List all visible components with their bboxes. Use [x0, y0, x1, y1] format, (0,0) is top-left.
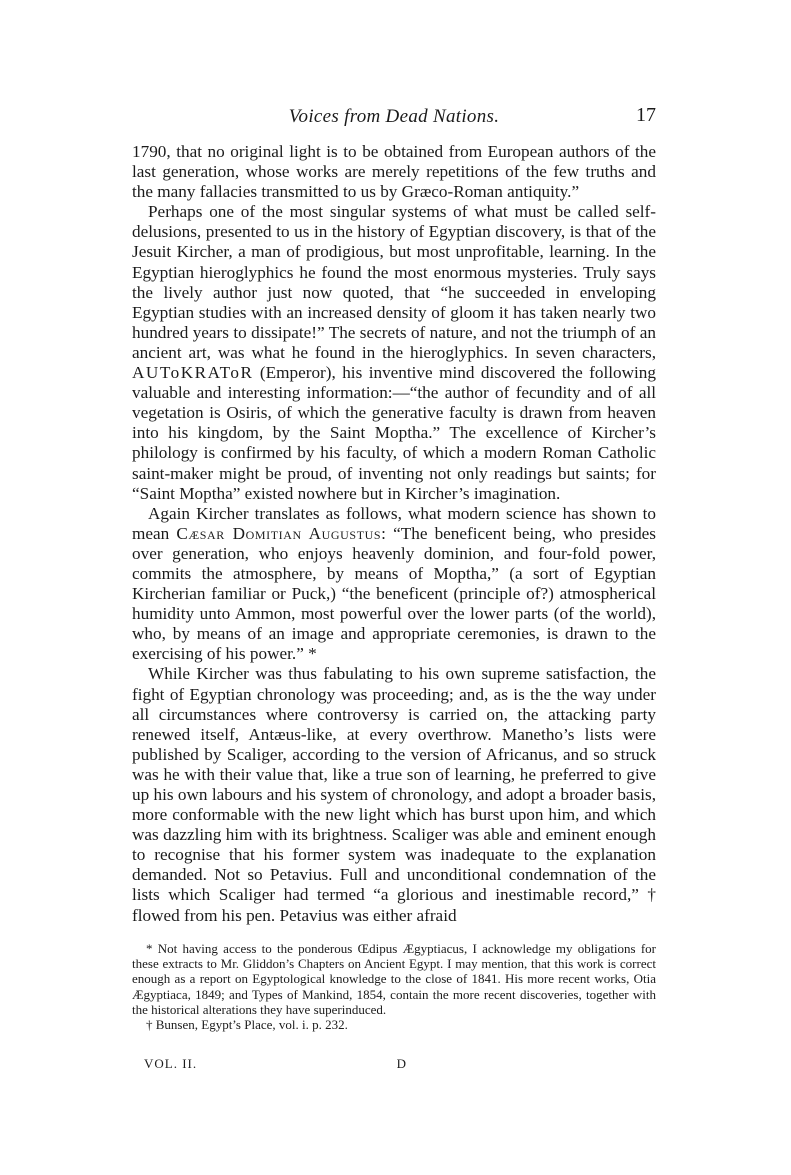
page-number: 17 [636, 104, 656, 126]
main-text [132, 142, 656, 926]
paragraph-4: While Kircher was thus fabulating to his own supreme satisfaction, the fight of Egyptian chronology was proceeding; and, as is the the way under all circumstances where controversy is carried on, the attacking party renewed itself, Antæus-like, at every overthrow. Manetho’s lists were published by Scaliger, according to the version of Africanus, and so struck was he with their value that, like a true son of learning, he preferred to give up his own labours and his system of chronology, and adopt a broader basis, more conformable with the new light which has burst upon him, and which was dazzling him with its brightness. Scaliger was able and eminent enough to recognise that his former system was inadequate to the explanation demanded. Not so Petavius. Full and unconditional condemnation of the lists which Scaliger had termed “a glorious and inestimable record,” † flowed from his pen. Petavius was either afraid [132, 664, 656, 925]
paragraph-2-part-b: (Emperor), his inventive mind discovered the following valuable and interesting information:—“the author of fecundity and of all vegetation is Osiris, of which the generative faculty is drawn from heaven into his kingdom, by the Saint Moptha.” The excellence of Kircher’s philology is confirmed by his faculty, of which a modern Roman Catholic saint-maker might be proud, of inventing not only readings but saints; for “Saint Moptha” existed nowhere but in Kircher’s imagination. [132, 363, 656, 503]
volume-label: VOL. II. [144, 1056, 198, 1071]
caesar-domitian-name: Cæsar Domitian Augustus [176, 523, 382, 543]
autokrator-word: AUToKRAToR [132, 363, 254, 383]
paragraph-3-part-a: Again Kircher translates as follows, what modern science has shown to mean [132, 503, 656, 543]
paragraph-3 [132, 504, 656, 665]
paragraph-1: 1790, that no original light is to be obtained from European authors of the last generation, whose works are merely repetitions of the few truths and the many fallacies transmitted to us by Græco-Roman antiquity.” [132, 142, 656, 202]
footnote-1: * Not having access to the ponderous Œdipus Ægyptiacus, I acknowledge my obligations for these extracts to Mr. Gliddon’s Chapters on Ancient Egypt. I may mention, that this work is correct enough as a report on Egyptological knowledge to the close of 1841. His more recent works, Otia Ægyptiaca, 1849; and Types of Mankind, 1854, contain the more recent discoveries, together with the historical alterations they have superinduced. [132, 941, 656, 1017]
footnote-2: † Bunsen, Egypt’s Place, vol. i. p. 232. [146, 1017, 348, 1033]
page-header [132, 106, 656, 134]
running-title: Voices from Dead Nations. [288, 106, 500, 127]
footnotes [132, 941, 656, 1032]
paragraph-3-part-b: : “The beneficent being, who presides over generation, who enjoys heavenly dominion, and four-fold power, commits the atmosphere, by means of Moptha,” (a sort of Egyptian Kircherian familiar or Puck,) “the beneficent (principle of?) atmospherical humidity unto Ammon, most powerful over the lower parts (of the world), who, by means of an image and appropriate ceremonies, is drawn to the exercising of his power.” * [132, 523, 656, 664]
paragraph-2-part-a: Perhaps one of the most singular systems of what must be called self-delusions, presented to us in the history of Egyptian discovery, is that of the Jesuit Kircher, a man of prodigious, but most unprofitable, learning. In the Egyptian hieroglyphics he found the most enormous mysteries. Truly says the lively author just now quoted, that “he succeeded in enveloping Egyptian studies with an increased density of gloom it has taken nearly two hundred years to dissipate!” The secrets of nature, and not the triumph of an ancient art, was what he found in the hieroglyphics. In seven characters, [132, 202, 656, 362]
paragraph-2 [132, 202, 656, 503]
signature-mark: D [396, 1056, 406, 1071]
